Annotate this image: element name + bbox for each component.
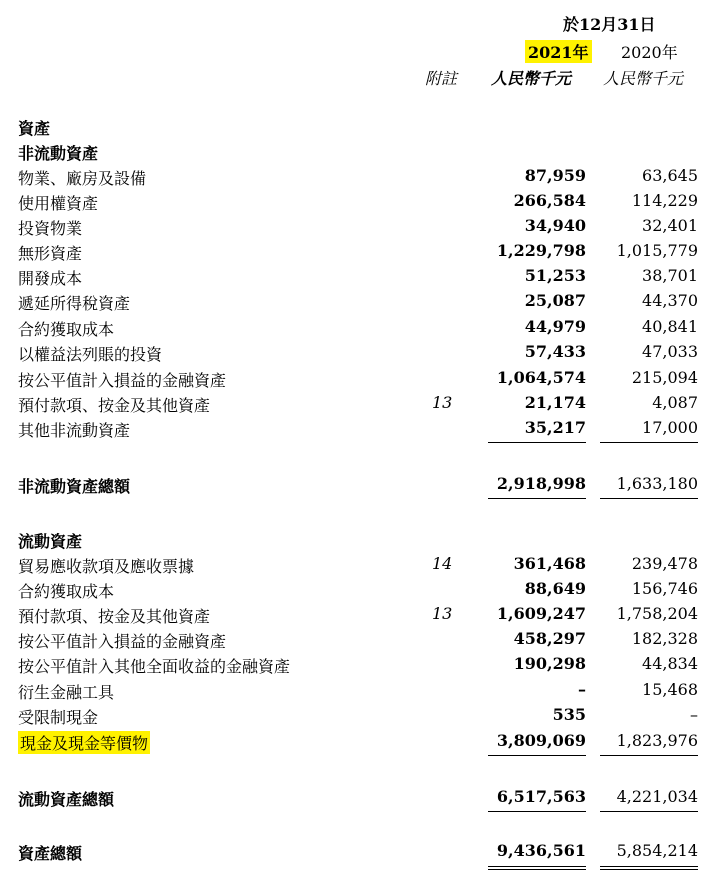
value-2020: 156,746 xyxy=(631,579,698,598)
header-currency-current: 人民幣千元 xyxy=(491,69,572,88)
value-2021: 458,297 xyxy=(513,629,586,648)
value-2020: – xyxy=(690,705,698,724)
table-row xyxy=(0,191,724,215)
row-label: 開發成本 xyxy=(18,269,83,288)
row-label: 遞延所得稅資產 xyxy=(18,294,131,313)
row-label: 預付款項、按金及其他資產 xyxy=(18,607,211,626)
row-label: 物業、廠房及設備 xyxy=(18,169,147,188)
table-row xyxy=(0,418,724,442)
value-2020: 1,015,779 xyxy=(616,241,698,260)
value-2021: 6,517,563 xyxy=(496,787,586,806)
row-label: 按公平值計入損益的金融資產 xyxy=(18,371,227,390)
section-label: 流動資產 xyxy=(18,532,83,551)
value-2021: 44,979 xyxy=(524,317,586,336)
divider xyxy=(600,442,698,443)
table-row xyxy=(0,705,724,729)
value-2021: 88,649 xyxy=(524,579,586,598)
total-row-current xyxy=(0,787,724,811)
value-2020: 114,229 xyxy=(631,191,698,210)
value-2021: 3,809,069 xyxy=(496,731,586,750)
value-2021: 190,298 xyxy=(513,654,586,673)
value-2021: 266,584 xyxy=(513,191,586,210)
divider xyxy=(600,811,698,812)
row-label: 預付款項、按金及其他資產 xyxy=(18,396,211,415)
section-assets xyxy=(0,116,724,140)
header-year-previous: 2020年 xyxy=(621,43,678,62)
value-2021: 34,940 xyxy=(524,216,586,235)
value-2021: 535 xyxy=(552,705,586,724)
double-underline-bottom xyxy=(488,869,586,870)
value-2020: 40,841 xyxy=(642,317,698,336)
table-row-highlighted xyxy=(0,731,724,755)
row-note: 13 xyxy=(432,604,453,623)
value-2020: 44,834 xyxy=(642,654,698,673)
row-label: 受限制現金 xyxy=(18,708,99,727)
table-row xyxy=(0,368,724,392)
row-label: 其他非流動資產 xyxy=(18,421,131,440)
value-2020: 17,000 xyxy=(642,418,698,437)
table-row xyxy=(0,216,724,240)
row-label: 按公平值計入損益的金融資產 xyxy=(18,632,227,651)
value-2020: 1,633,180 xyxy=(616,474,698,493)
total-row-assets xyxy=(0,841,724,865)
table-row xyxy=(0,266,724,290)
value-2020: 182,328 xyxy=(631,629,698,648)
value-2020: 44,370 xyxy=(642,291,698,310)
row-label: 資產總額 xyxy=(18,844,83,863)
table-row xyxy=(0,629,724,653)
divider xyxy=(488,755,586,756)
value-2021: 2,918,998 xyxy=(496,474,586,493)
row-note: 14 xyxy=(432,554,453,573)
header-year-current: 2021年 xyxy=(525,40,592,63)
divider xyxy=(488,498,586,499)
row-label: 無形資產 xyxy=(18,244,83,263)
table-row xyxy=(0,393,724,417)
section-current xyxy=(0,529,724,553)
double-underline-top xyxy=(488,866,586,867)
value-2021: 361,468 xyxy=(513,554,586,573)
row-label: 非流動資產總額 xyxy=(18,477,131,496)
row-label: 合約獲取成本 xyxy=(18,582,115,601)
value-2020: 15,468 xyxy=(642,680,698,699)
table-row xyxy=(0,317,724,341)
value-2021: 35,217 xyxy=(524,418,586,437)
divider xyxy=(600,755,698,756)
value-2020: 1,823,976 xyxy=(616,731,698,750)
row-label: 投資物業 xyxy=(18,219,83,238)
value-2020: 38,701 xyxy=(642,266,698,285)
row-note: 13 xyxy=(432,393,453,412)
value-2020: 5,854,214 xyxy=(616,841,698,860)
value-2020: 239,478 xyxy=(631,554,698,573)
header-currency-previous: 人民幣千元 xyxy=(603,69,684,88)
value-2021: 25,087 xyxy=(524,291,586,310)
value-2020: 63,645 xyxy=(642,166,698,185)
row-label-highlighted: 現金及現金等價物 xyxy=(18,731,150,754)
value-2020: 215,094 xyxy=(631,368,698,387)
value-2021: 51,253 xyxy=(524,266,586,285)
value-2021: 1,229,798 xyxy=(496,241,586,260)
value-2020: 32,401 xyxy=(642,216,698,235)
value-2021: 9,436,561 xyxy=(496,841,586,860)
value-2021: – xyxy=(578,680,586,699)
table-row xyxy=(0,342,724,366)
table-row xyxy=(0,554,724,578)
double-underline-bottom xyxy=(600,869,698,870)
row-label: 使用權資產 xyxy=(18,194,99,213)
value-2020: 4,087 xyxy=(652,393,698,412)
row-label: 按公平值計入其他全面收益的金融資產 xyxy=(18,657,291,676)
divider xyxy=(488,442,586,443)
section-non-current xyxy=(0,141,724,165)
section-label: 資產 xyxy=(18,119,51,138)
table-row xyxy=(0,241,724,265)
total-row-non-current xyxy=(0,474,724,498)
row-label: 流動資產總額 xyxy=(18,790,115,809)
table-row xyxy=(0,654,724,678)
row-label: 合約獲取成本 xyxy=(18,320,115,339)
row-label: 衍生金融工具 xyxy=(18,683,115,702)
value-2021: 1,609,247 xyxy=(496,604,586,623)
row-label: 以權益法列賬的投資 xyxy=(18,345,163,364)
value-2021: 21,174 xyxy=(524,393,586,412)
table-row xyxy=(0,604,724,628)
row-label: 貿易應收款項及應收票據 xyxy=(18,557,195,576)
section-label: 非流動資產 xyxy=(18,144,99,163)
divider xyxy=(600,498,698,499)
double-underline-top xyxy=(600,866,698,867)
header-note-label: 附註 xyxy=(425,69,458,88)
value-2021: 57,433 xyxy=(524,342,586,361)
divider xyxy=(488,811,586,812)
value-2021: 1,064,574 xyxy=(496,368,586,387)
value-2021: 87,959 xyxy=(524,166,586,185)
value-2020: 47,033 xyxy=(642,342,698,361)
table-row xyxy=(0,166,724,190)
table-row xyxy=(0,291,724,315)
value-2020: 1,758,204 xyxy=(616,604,698,623)
table-row xyxy=(0,680,724,704)
header-date: 於12月31日 xyxy=(563,15,656,34)
value-2020: 4,221,034 xyxy=(616,787,698,806)
table-row xyxy=(0,579,724,603)
